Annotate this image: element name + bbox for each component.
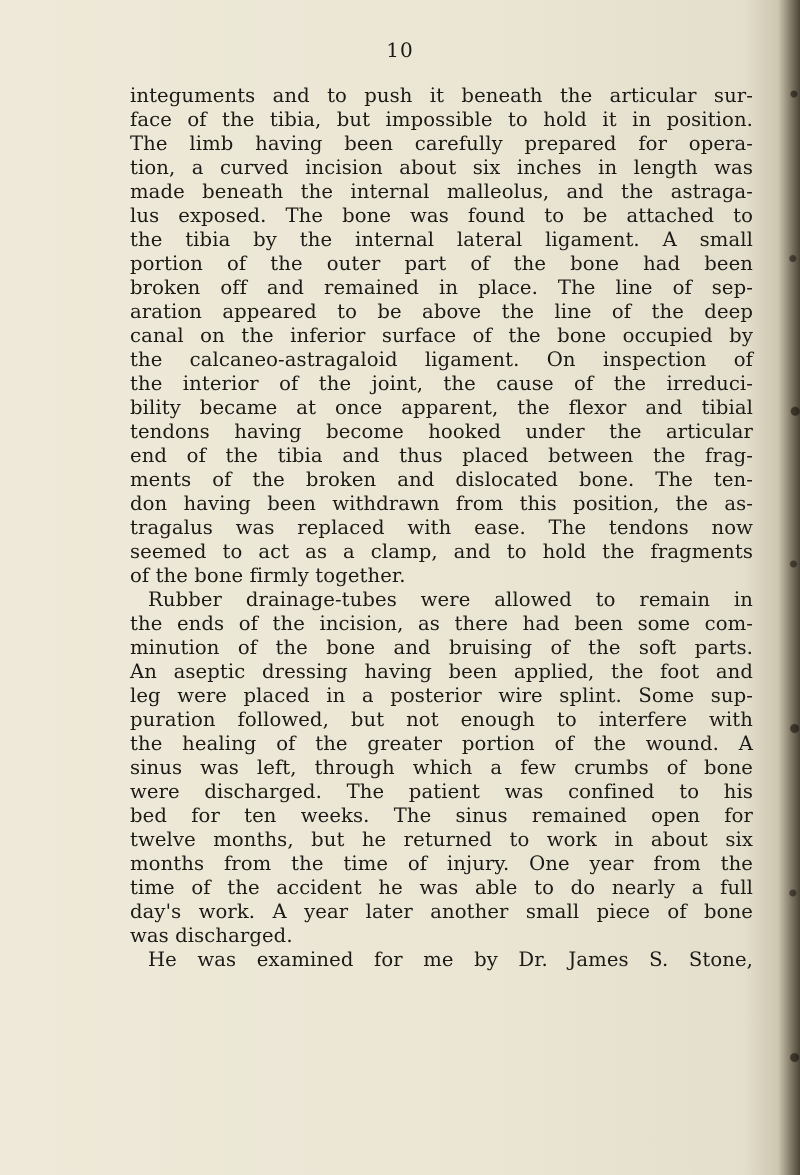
paragraph-start-line: He was examined for me by Dr. James S. Stone, (148, 948, 753, 971)
text-line: sinus was left, through which a few crumbs of bone (130, 756, 753, 779)
text-line: seemed to act as a clamp, and to hold the fragments (130, 540, 753, 563)
text-line: the healing of the greater portion of the wound. A (130, 732, 753, 755)
body-text (130, 84, 753, 972)
text-line: the calcaneo-astragaloid ligament. On inspection of (130, 348, 753, 371)
page-edge-binding (788, 0, 800, 1175)
text-line: broken off and remained in place. The line of sep- (130, 276, 753, 299)
text-line: minution of the bone and bruising of the soft parts. (130, 636, 753, 659)
text-line: face of the tibia, but impossible to hold it in position. (130, 108, 753, 131)
text-line: canal on the inferior surface of the bone occupied by (130, 324, 753, 347)
text-line: made beneath the internal malleolus, and the astraga- (130, 180, 753, 203)
text-line: was discharged. (130, 924, 293, 947)
text-line: months from the time of injury. One year from the (130, 852, 753, 875)
text-line: twelve months, but he returned to work in about six (130, 828, 753, 851)
text-line: the interior of the joint, the cause of the irreduci- (130, 372, 753, 395)
text-line: bility became at once apparent, the flexor and tibial (130, 396, 753, 419)
text-line: The limb having been carefully prepared for opera- (130, 132, 753, 155)
text-line: the ends of the incision, as there had been some com- (130, 612, 753, 635)
text-line: day's work. A year later another small piece of bone (130, 900, 753, 923)
page-number: 10 (386, 38, 414, 62)
text-line: lus exposed. The bone was found to be attached to (130, 204, 753, 227)
text-line: tendons having become hooked under the articular (130, 420, 753, 443)
text-line: leg were placed in a posterior wire splint. Some sup- (130, 684, 753, 707)
text-line: ments of the broken and dislocated bone. The ten- (130, 468, 753, 491)
text-line: aration appeared to be above the line of the deep (130, 300, 753, 323)
text-line: integuments and to push it beneath the articular sur- (130, 84, 753, 107)
text-line: were discharged. The patient was confined to his (130, 780, 753, 803)
text-line: tion, a curved incision about six inches in length was (130, 156, 753, 179)
text-line: the tibia by the internal lateral ligament. A small (130, 228, 753, 251)
text-line: puration followed, but not enough to interfere with (130, 708, 753, 731)
text-line: An aseptic dressing having been applied, the foot and (130, 660, 753, 683)
text-line: don having been withdrawn from this position, the as- (130, 492, 753, 515)
text-line: end of the tibia and thus placed between the frag- (130, 444, 753, 467)
text-line: portion of the outer part of the bone had been (130, 252, 753, 275)
paragraph-start-line: Rubber drainage-tubes were allowed to remain in (148, 588, 753, 611)
text-line: of the bone firmly together. (130, 564, 406, 587)
text-line: tragalus was replaced with ease. The tendons now (130, 516, 753, 539)
text-line: bed for ten weeks. The sinus remained open for (130, 804, 753, 827)
text-line: time of the accident he was able to do nearly a full (130, 876, 753, 899)
